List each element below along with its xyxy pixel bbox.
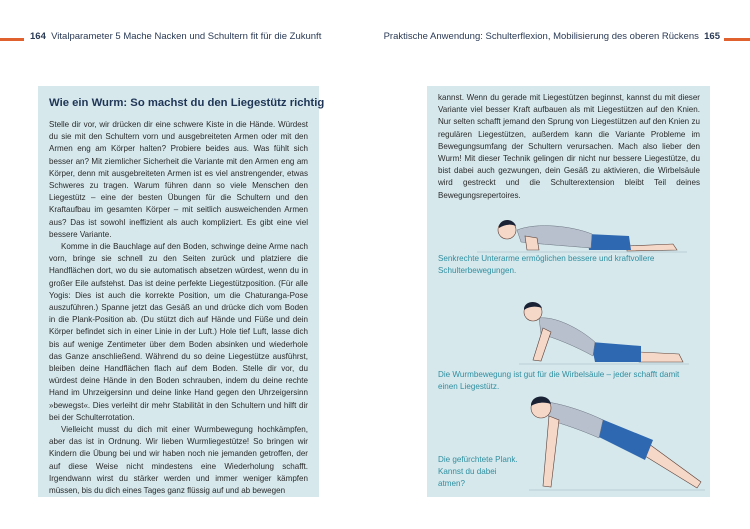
right-page-header [384, 31, 720, 42]
left-box-body [49, 119, 308, 497]
figure-3-caption: Die gefürchtete Plank. Kannst du dabei atmen? [438, 455, 518, 488]
figure-2-caption: Die Wurmbewegung ist gut für die Wirbelsäule – jeder schafft damit einen Liegestütz. [438, 370, 680, 391]
right-chapter-title: Praktische Anwendung: Schulterflexion, Mobilisierung des oberen Rückens [383, 31, 699, 42]
right-info-box [427, 86, 710, 497]
left-page-number: 164 [30, 31, 46, 42]
paragraph-1: Stelle dir vor, wir drücken dir eine schwere Kiste in die Hände. Würdest du sie mit den Schultern vorn und ausgebreiteten Armen oder mit den Armen eng am Körper halten? Probiere beides aus. Was fühlt sich besser an? Mit ziemlicher Sicherheit die Variante mit den Armen eng am Körper, denn mit ausgebreiteten Armen ist es viel anstrengender, etwas Schweres zu tragen. Warum führen dann so viele Menschen den Liegestütz – eine der besten Übungen für die Schultern und den Kraftaufbau im gesamten Körper – mit seitlich ausweichenden Armen aus? Das ist sowohl ineffizient als auch kompliziert. Es gibt eine viel bessere Variante. [49, 120, 308, 239]
header-accent-bar-right [724, 38, 750, 41]
paragraph-2: Komme in die Bauchlage auf den Boden, schwinge deine Arme nach vorn, bringe sie schnell zu den Seiten zurück und platziere die Handflächen dort, wo du sie automatisch absetzen würdest, wenn du in großer Eile aufstehst. Das ist deine perfekte Liegestützposition. (Für alle Yogis: Dies ist auch die korrekte Position, um die Chaturanga-Pose auszuführen.) Spanne jetzt das Gesäß an und drücke dich vom Boden in die Plank-Position ab. (Du stützt dich auf Hände und Füße und dein Körper befindet sich in einer Linie in der Luft.) Hole tief Luft, lasse dich bis auf wenige Zentimeter über dem Boden absinken und wiederhole das Ganze anschließend. Während du so deine Liegestütze ausführst, bleiben deine Handflächen flach auf dem Boden. Stelle dir vor, du würdest deine Hände in den Boden schrauben, indem du deine rechte Hand im Uhrzeigersinn und deine linke Hand gegen den Uhrzeigersinn »bewegst«. Dies verleiht dir mehr Stabilität in den Schultern und hilft dir bei der Schulterrotation. [49, 242, 308, 422]
left-chapter-title: Mache Nacken und Schultern fit für die Zukunft [123, 31, 322, 42]
worm-pushup-illustration [519, 294, 689, 369]
paragraph-3: Vielleicht musst du dich mit einer Wurmbewegung hochkämpfen, aber das ist in Ordnung. Wir lieben Wurmliegestütze! So bringen wir Kindern die Übung bei und wir haben noch nie jemanden getroffen, der auf diese Weise nicht mindestens eine Wiederholung schafft. Irgendwann wirst du stärker werden und immer weniger kämpfen müssen, bis du dich eines Tages ganz flüssig auf und ab bewegen [49, 425, 308, 496]
figure-1-caption: Senkrechte Unterarme ermöglichen bessere und kraftvollere Schulterbewegungen. [438, 254, 655, 275]
figure-2 [519, 302, 689, 364]
right-page-number: 165 [704, 31, 720, 42]
box-title: Wie ein Wurm: So machst du den Liegestütz richtig [49, 97, 325, 109]
pushup-low-illustration [477, 206, 687, 256]
figure-1 [477, 220, 687, 252]
left-section-label: Vitalparameter 5 [51, 31, 121, 42]
header-accent-bar-left [0, 38, 24, 41]
plank-illustration [529, 394, 705, 494]
left-info-box [38, 86, 325, 497]
right-box-body: kannst. Wenn du gerade mit Liegestützen beginnst, kannst du mit dieser Variante viel besser Kraft aufbauen als mit Liegestützen auf den Knien. Nur selten schafft jemand den Sprung von Liegestützen auf den Knien zu regulären Liegestützen, außerdem kann die Variante Probleme im Bewegungsumfang der Schultern verursachen. Mach also lieber den Wurm! Mit dieser Technik gelingen dir nicht nur bessere Liegestütze, du bist dabei auch gezwungen, dein Gesäß zu aktivieren, die Wirbelsäule wird gestreckt und die Schulterextension bleibt Teil deines Bewegungsrepertoires. [438, 93, 700, 200]
left-page-header [30, 31, 321, 42]
figure-3 [529, 397, 705, 491]
